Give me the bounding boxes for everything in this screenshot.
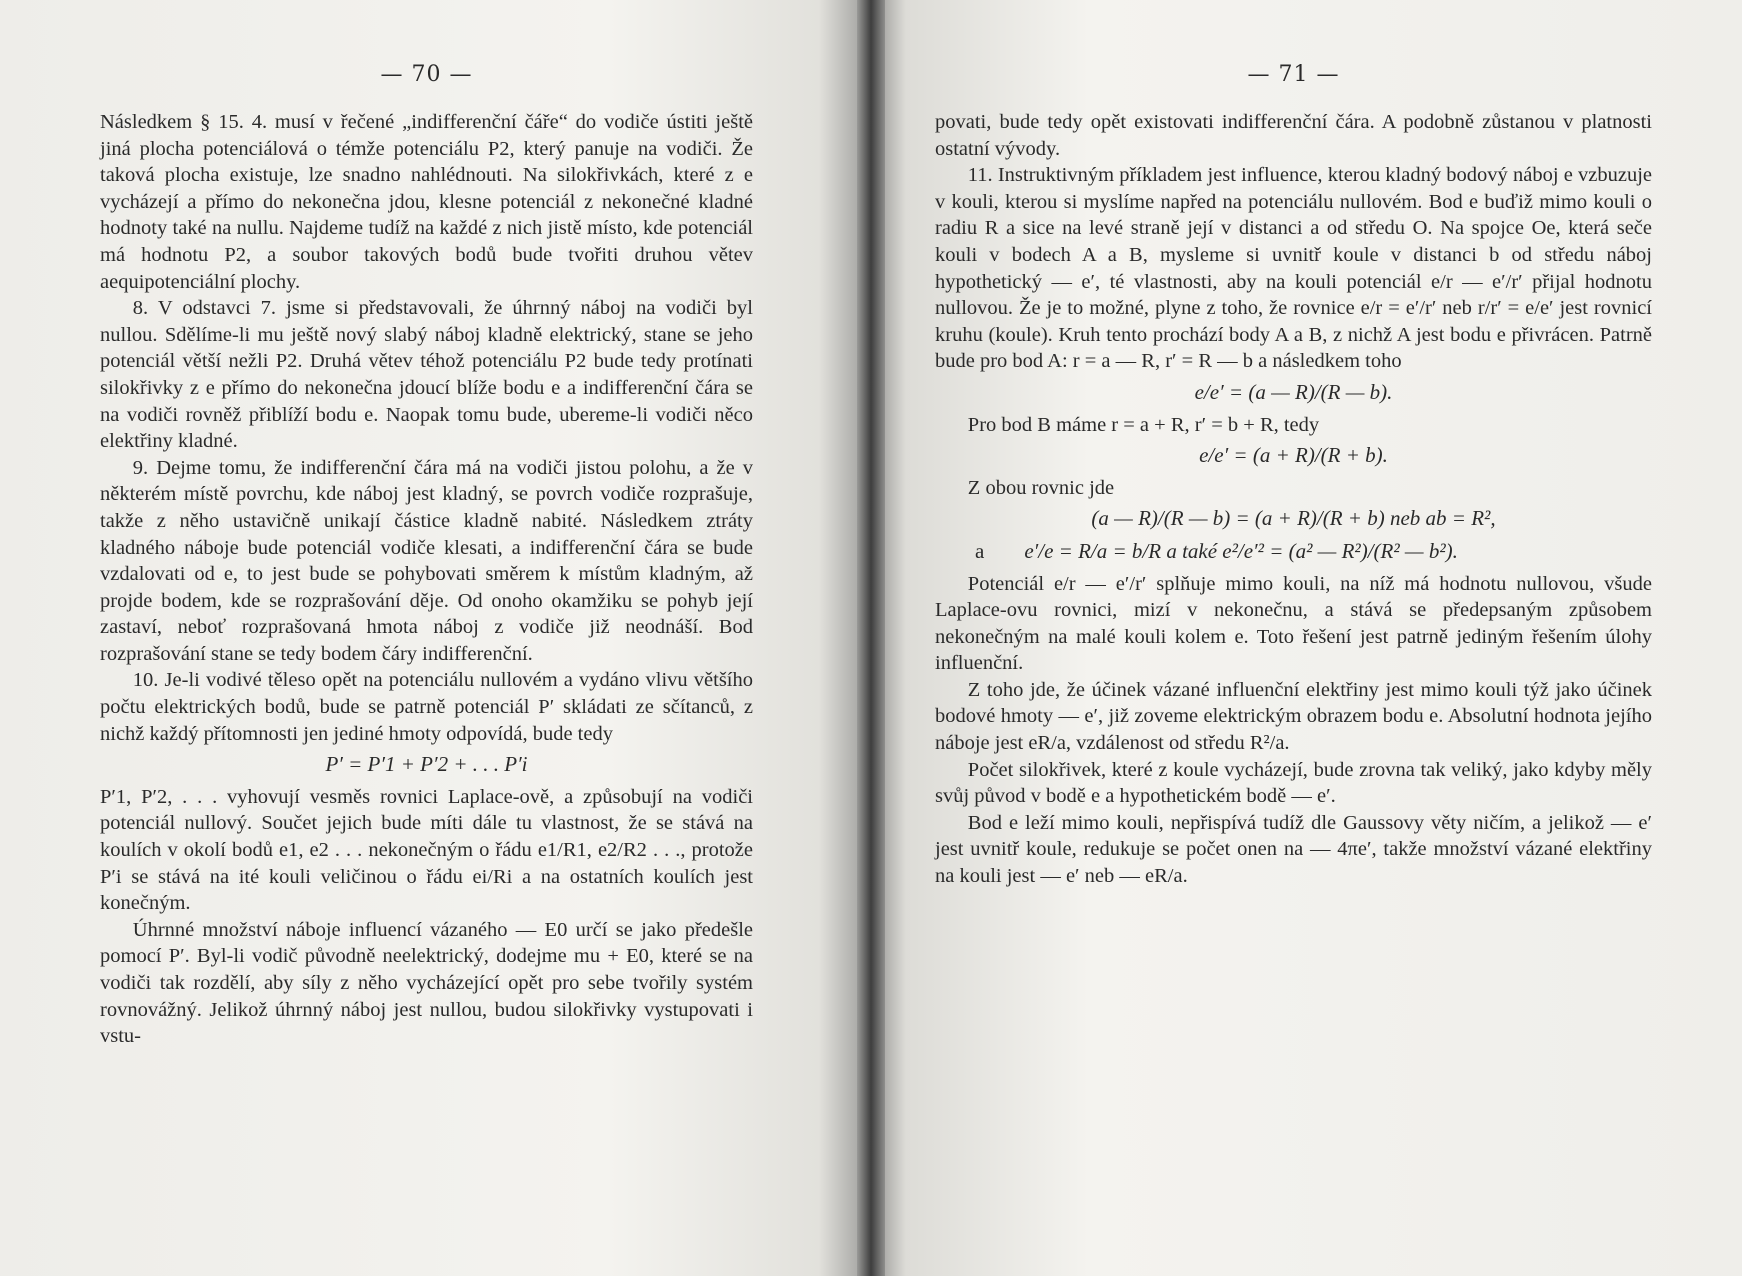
page-number: — 71 — — [1247, 62, 1340, 87]
paragraph: Z obou rovnic jde — [967, 476, 1115, 499]
book-gutter — [857, 0, 885, 1276]
paragraph: Následkem § 15. 4. musí v řečené „indifferenční čáře“ do vodiče ústiti ještě jiná plocha potenciálová o témže potenciálu P2, který panuje na vodiči. Že taková plocha existuje, lze snadno nahlédnouti. Na silokřivkách, které z e vycházejí a přímo do nekonečna jdou, klesne potenciál z nekonečné kladné hodnoty také na nullu. Najdeme tudíž na každé z nich jistě místo, kde potenciál má hodnotu P2, a soubor takových bodů bude tvořiti druhou větev aequipotenciální plochy. — [100, 111, 753, 293]
equation-1: e/e′ = (a — R)/(R — b). — [1194, 379, 1393, 404]
paragraph: povati, bude tedy opět existovati indifferenční čára. A podobně zůstanou v platnosti ostatní vývody. — [935, 111, 1652, 160]
equation-2: e/e′ = (a + R)/(R + b). — [1199, 443, 1388, 468]
page-number: — 70 — — [380, 62, 473, 87]
paragraph: Úhrnné množství náboje influencí vázaného — E0 určí se jako předešle pomocí P′. Byl-li vodič původně neelektrický, dodejme mu + E0, které se na vodiči tak rozdělí, aby síly z něho vycházející opět pro sebe tvořily systém rovnovážný. Jelikož úhrnný náboj jest nullou, budou silokřivky vystupovati i vstu- — [100, 918, 753, 1048]
paragraph: P′1, P′2, . . . vyhovují vesměs rovnici Laplace-ově, a způsobují na vodiči potenciál nullový. Součet jejich bude míti dále tu vlastnost, že se stává na koulích v okolí bodů e1, e2 . . . nekonečným o řádu e1/R1, e2/R2 . . ., protože P′i se stává na ité kouli veličinou o řádu ei/Ri a na ostatních koulích jest konečným. — [100, 785, 753, 915]
paragraph: 9. Dejme tomu, že indifferenční čára má na vodiči jistou polohu, a že v některém místě povrchu, kde náboj jest kladný, se povrch vodiče rozprašuje, takže z něho ustavičně unikají částice kladně nabité. Následkem ztráty kladného náboje bude potenciál vodiče klesati, a indifferenční čára se bude vzdalovati od e, to jest bude se pohybovati směrem k místům kladným, až projde bodem, kde se rozprašování děje. Od onoho okamžiku se pohyb její zastaví, neboť rozprašovaná hmota náboj z vodiče již neodnáší. Bod rozprašování stane se tedy bodem čáry indifferenční. — [100, 456, 753, 665]
paragraph: Počet silokřivek, které z koule vycházejí, bude zrovna tak veliký, jako kdyby měly svůj původ v bodě e a hypothetickém bodě — e′. — [935, 758, 1652, 808]
formula: P′ = P′1 + P′2 + . . . P′i — [325, 752, 528, 777]
paragraph: Potenciál e/r — e′/r′ splňuje mimo kouli, na níž má hodnotu nullovou, všude Laplace-ovu rovnici, mizí v nekonečnu, a stává se předepsaným způsobem nekonečným na malé kouli kolem e. Toto řešení jest patrně jediným řešením úlohy influenční. — [935, 572, 1652, 675]
page-71 — [871, 0, 1742, 1276]
equation-4: e′/e = R/a = b/R a také e²/e′² = (a² — R²)/(R² — b²). — [1024, 538, 1458, 563]
paragraph: Z toho jde, že účinek vázané influenční elektřiny jest mimo kouli týž jako účinek bodové hmoty — e′, již zoveme elektrickým obrazem bodu e. Absolutní hodnota jejího náboje jest eR/a, vzdálenost od středu R²/a. — [935, 678, 1652, 755]
paragraph: 11. Instruktivným příkladem jest influence, kterou kladný bodový náboj e vzbuzuje v kouli, kterou si myslíme napřed na potenciálu nullovém. Bod e buďiž mimo kouli o radiu R a sice na levé straně její v distanci a od středu O. Na spojce Oe, která seče kouli v bodech A a B, mysleme si uvnitř koule v distanci b od středu náboj hypothetický — e′, té vlastnosti, aby na kouli potenciál e/r — e′/r′ přijal hodnotu nullovou. Že je to možné, plyne z toho, že rovnice e/r = e′/r′ neb r/r′ = e/e′ jest rovnicí kruhu (koule). Kruh tento prochází body A a B, z nichž A jest bodu e přivrácen. Patrně bude pro bod A: r = a — R, r′ = R — b a následkem toho — [935, 164, 1652, 373]
page-70-text — [100, 109, 753, 1050]
equation-3: (a — R)/(R — b) = (a + R)/(R + b) neb ab = R², — [1091, 506, 1496, 531]
paragraph: 10. Je-li vodivé těleso opět na potenciálu nullovém a vydáno vlivu většího počtu elektrických bodů, bude se patrně potenciál P′ skládati ze sčítanců, z nichž každý přítomnosti jen jediné hmoty odpovídá, bude tedy — [100, 669, 753, 745]
equation-4-row — [935, 538, 1652, 565]
equation-4-prefix: a — [975, 538, 985, 563]
paragraph: Pro bod B máme r = a + R, r′ = b + R, tedy — [967, 413, 1320, 436]
paragraph: Bod e leží mimo kouli, nepřispívá tudíž dle Gaussovy věty ničím, a jelikož — e′ jest uvnitř koule, redukuje se počet onen na — 4πe′, takže množství vázané elektřiny na kouli jest — e′ neb — eR/a. — [935, 811, 1652, 888]
page-71-text — [935, 109, 1652, 890]
paragraph: 8. V odstavci 7. jsme si představovali, že úhrnný náboj na vodiči byl nullou. Sdělíme-li mu ještě nový slabý náboj kladně elektrický, stane se jeho potenciál větší nežli P2. Druhá větev téhož potenciálu P2 bude tedy protínati silokřivky z e přímo do nekonečna jdoucí blíže bodu e a indifferenční čára se na vodiči rovněž přiblíží bodu e. Naopak tomu bude, ubereme-li vodiči něco elektřiny kladné. — [100, 297, 753, 453]
